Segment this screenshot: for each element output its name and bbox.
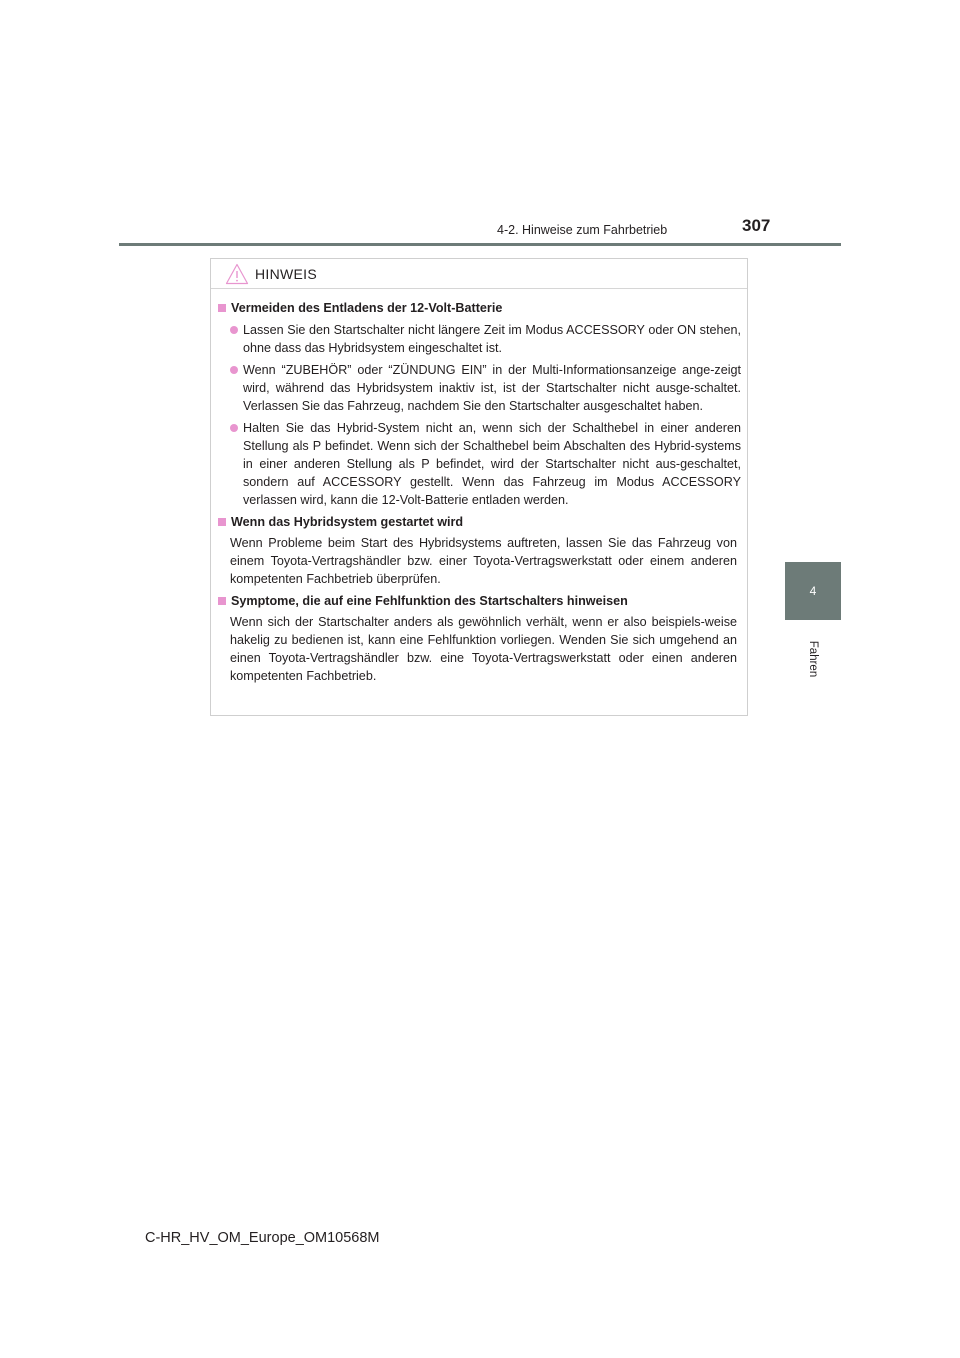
footer-document-id: C-HR_HV_OM_Europe_OM10568M <box>145 1230 380 1246</box>
square-bullet-icon <box>218 304 226 312</box>
chapter-tab <box>785 562 841 620</box>
list-item <box>230 419 741 509</box>
notice-section-battery <box>218 299 741 509</box>
section-title: Vermeiden des Entladens der 12-Volt-Batterie <box>231 301 503 315</box>
notice-header <box>211 259 747 289</box>
chapter-label: Fahren <box>807 640 819 678</box>
section-title: Symptome, die auf eine Fehlfunktion des Startschalters hinweisen <box>231 594 628 608</box>
warning-triangle-icon <box>225 263 249 285</box>
round-bullet-icon <box>230 424 238 432</box>
notice-title: HINWEIS <box>255 265 317 282</box>
section-heading <box>218 299 741 317</box>
section-paragraph: Wenn Probleme beim Start des Hybridsystems auftreten, lassen Sie das Fahrzeug von einem Toyota-Vertragshändler bzw. einer Toyota-Vertragswerkstatt oder einem anderen kompetenten Fachbetrieb überprüfen. <box>230 536 737 586</box>
round-bullet-icon <box>230 326 238 334</box>
notice-section-malfunction <box>218 592 741 685</box>
notice-section-start <box>218 513 741 588</box>
square-bullet-icon <box>218 597 226 605</box>
list-item-text: Wenn “ZUBEHÖR” oder “ZÜNDUNG EIN” in der Multi-Informationsanzeige ange-zeigt wird, während das Hybridsystem inaktiv ist, ist der Startschalter nicht ausge-schaltet. Verlassen Sie das Fahrzeug, nachdem Sie den Startschalter ausgeschaltet haben. <box>243 363 741 413</box>
section-heading <box>218 513 741 531</box>
header-rule <box>119 243 841 246</box>
section-heading <box>218 592 741 610</box>
list-item-text: Halten Sie das Hybrid-System nicht an, wenn sich der Schalthebel in einer anderen Stellung als P befindet. Wenn sich der Schalthebel beim Abschalten des Hybrid-systems in einer anderen Stellung als P befindet, wird der Startschalter nicht aus-geschaltet, sondern auf ACCESSORY gestellt. Wenn das Fahrzeug im Modus ACCESSORY verlassen wird, kann die 12-Volt-Batterie entladen werden. <box>243 421 741 507</box>
notice-box <box>210 258 748 716</box>
section-title: Wenn das Hybridsystem gestartet wird <box>231 515 464 529</box>
chapter-label-container <box>785 634 841 684</box>
header-section-title: 4-2. Hinweise zum Fahrbetrieb <box>497 223 668 237</box>
list-item <box>230 321 741 357</box>
list-item-text: Lassen Sie den Startschalter nicht längere Zeit im Modus ACCESSORY oder ON stehen, ohne dass das Hybridsystem eingeschaltet ist. <box>243 323 741 355</box>
page-number: 307 <box>742 216 771 235</box>
square-bullet-icon <box>218 518 226 526</box>
notice-body <box>211 289 747 685</box>
round-bullet-icon <box>230 366 238 374</box>
list-item <box>230 361 741 415</box>
section-paragraph: Wenn sich der Startschalter anders als gewöhnlich verhält, wenn er also beispiels-weise hakelig zu bedienen ist, kann eine Fehlfunktion vorliegen. Wenden Sie sich umgehend an einen Toyota-Vertragshändler bzw. eine Toyota-Vertragswerkstatt oder einen anderen kompetenten Fachbetrieb. <box>230 615 737 683</box>
chapter-number: 4 <box>809 584 817 598</box>
